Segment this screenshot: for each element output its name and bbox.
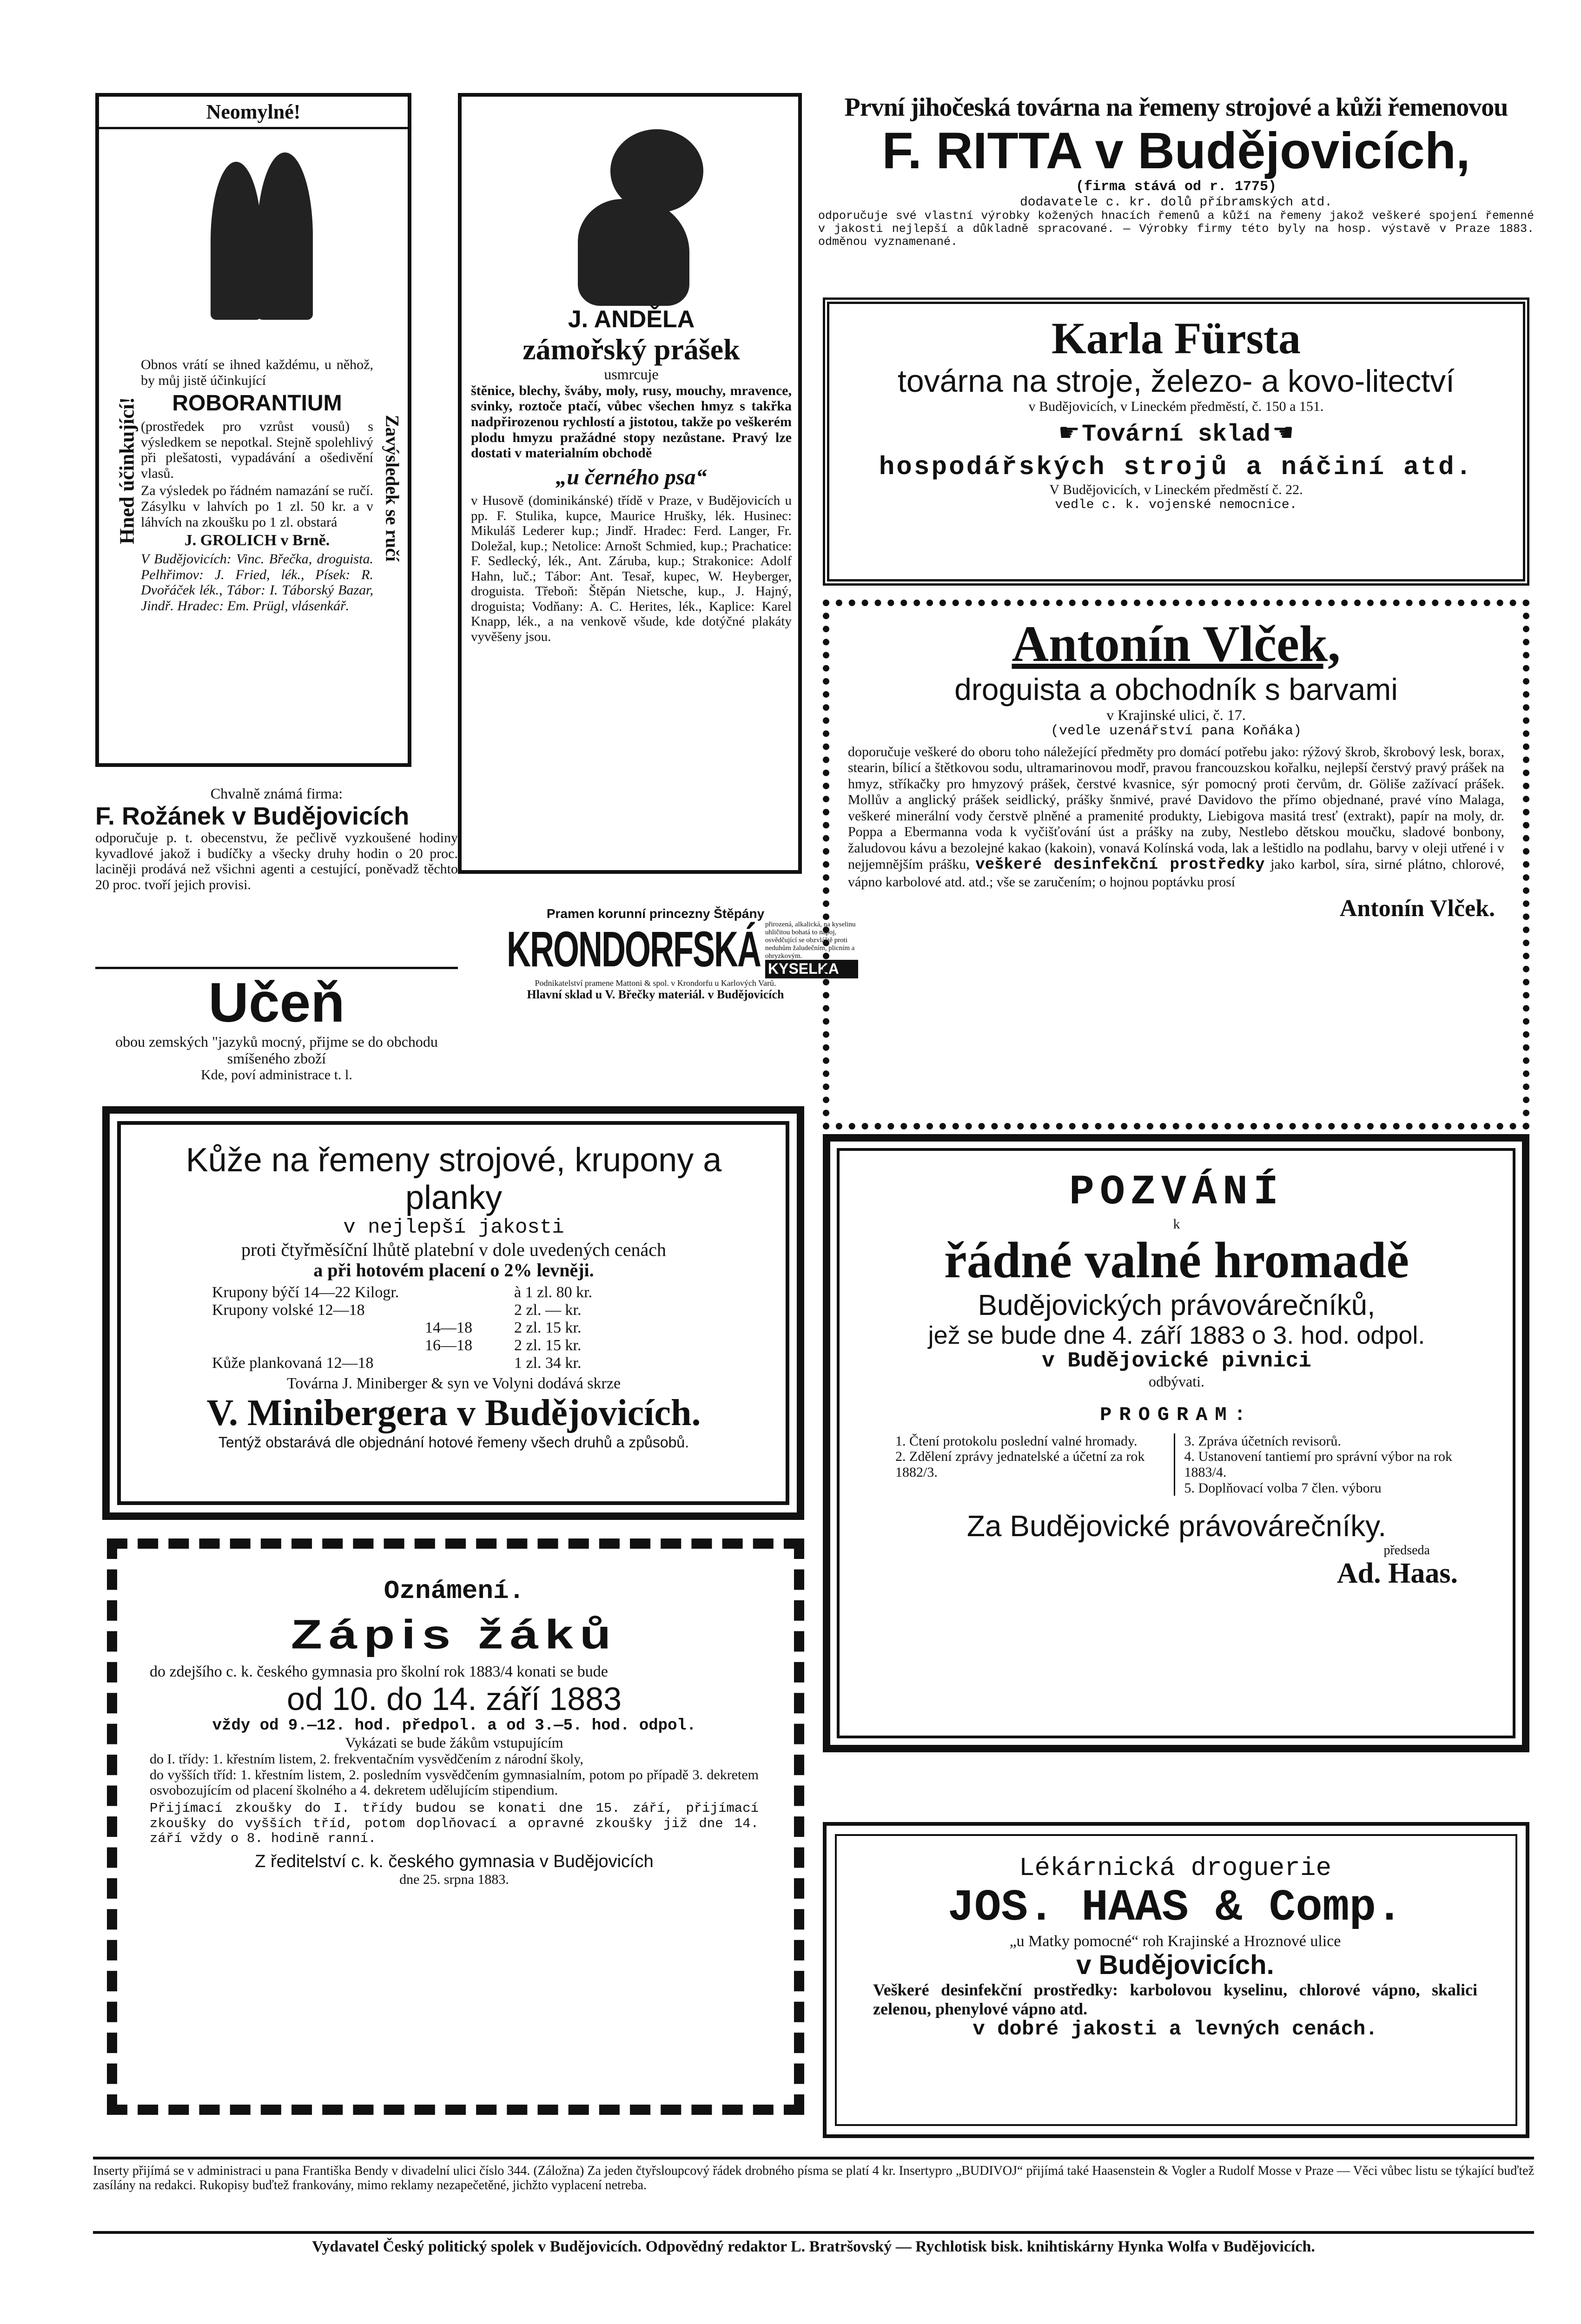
program-item: 3. Zpráva účetních revisorů.: [1184, 1433, 1341, 1449]
price-row: [138, 1319, 770, 1337]
ucen-text: obou zemských "jazyků mocný, přijme se do obchodu smíšeného zboží: [115, 1033, 438, 1067]
andela-title: zámořský prášek: [523, 333, 740, 366]
divider: [95, 967, 458, 969]
haas-addr: „u Matky pomocné“ roh Krajinské a Hroznové ulice: [1009, 1933, 1341, 1950]
program-title: PROGRAM:: [1100, 1403, 1253, 1426]
inserts-text: Inserty přijímá se v administraci u pana Františka Bendy v divadelní ulici číslo 344. (Záložna) Za jeden čtyřsloupcový řádek drobného písma se platí 4 kr. Insertypro „BUDIVOJ“ přijímá také Haasenstein & Vogler a Rudolf Mosse v Praze — Věci vůbec listu se týkající buďtež zasílány na redakci. Rukopisy buďtež frankovány, mimo reklamy nezapečetěné, jichžto vyplacení netreba.: [93, 2164, 1534, 2193]
zapis-text-1: do zdejšího c. k. českého gymnasia pro školní rok 1883/4 konati se bude: [150, 1663, 608, 1680]
miniberger-sub: v nejlepší jakosti: [343, 1216, 564, 1240]
ad-furst: [823, 297, 1529, 586]
ucen-where: Kde, poví administrace t. l.: [201, 1067, 352, 1083]
zapis-title: Zápis žáků: [291, 1611, 618, 1657]
program-item: 1. Čtení protokolu poslední valné hromady.: [895, 1433, 1138, 1449]
ad-zapis: [107, 1538, 804, 2115]
krondorf-top: Pramen korunní princezny Štěpány: [546, 906, 765, 921]
program-item: 5. Doplňovací volba 7 člen. výboru: [1184, 1480, 1382, 1496]
roborantium-text-1: Obnos vrátí se ihned každému, u něhož, by můj jistě účinkující: [141, 357, 373, 388]
ritta-text: odporučuje své vlastní výrobky kožených hnacích řemenů a kůží na řemeny jakož veškeré spojení řemenné v jakosti nejlepší a důkladně spracované. — Výrobky firmy této byly na hosp. výstavě v Praze 1883. odměnou vyznamenané.: [818, 209, 1534, 249]
program-item: 4. Ustanovení tantiemí pro správní výbor na rok 1883/4.: [1184, 1449, 1453, 1480]
andela-text-2: v Husově (dominikánské) třídě v Praze, v Budějovicích u pp. F. Stulika, kupce, Maurice Hrušky, lék. Husinec: Mikuláš Lederer kup.; Jindř. Hradec: Ferd. Langer, Fr. Doležal, kup.; Netolice: Arnošt Schmied, kup.; Prachatice: F. Sedlecký, lék., Ant. Záruba, kup.; Strakonice: Adolf Hahn, luč.; Tábor: Ant. Tesař, kupec, W. Heyberger, droguista. Třeboň: Štěpán Nietsche, kup., J. Hajný, droguista; Vodňany: A. C. Herites, lék., Kaplice: Karel Knapp, lék., a na venkově všude, kde dotýčné plakáty vyvěšeny jsou.: [471, 493, 792, 644]
price-value: 2 zl. — kr.: [514, 1301, 582, 1319]
animal-illustration: [559, 129, 708, 306]
ritta-name: F. RITTA v Budějovicích,: [882, 122, 1470, 179]
vlcek-trade: droguista a obchodník s barvami: [954, 672, 1398, 707]
roborantium-product: ROBORANTIUM: [172, 391, 342, 416]
vlcek-sign: Antonín Vlček.: [1339, 895, 1495, 922]
ad-ritta: [818, 93, 1534, 288]
zapis-notice: Oznámení.: [384, 1576, 525, 1606]
pozvani-closing: Za Budějovické právovárečníky.: [966, 1509, 1387, 1543]
ritta-founded: (firma stává od r. 1775): [1075, 178, 1277, 195]
ritta-top: První jihočeská továrna na řemeny strojové a kůži řemenovou: [844, 93, 1508, 122]
haas-name: JOS. HAAS & Comp.: [947, 1882, 1403, 1933]
haas-text: Veškeré desinfekční prostředky: karbolovou kyselinu, chlorové vápno, skalici zelenou, phenylové vápno atd.: [873, 1981, 1477, 2018]
ad-roborantium: [95, 93, 411, 767]
andela-name: J. ANDĚLA: [568, 306, 695, 333]
price-row: [138, 1284, 770, 1301]
furst-depot: Tovární sklad: [1082, 421, 1270, 449]
zapis-date: dne 25. srpna 1883.: [399, 1872, 509, 1888]
miniberger-name: V. Minibergera v Budějovicích.: [206, 1393, 701, 1434]
price-row: [138, 1301, 770, 1319]
zapis-text-5: Přijímací zkoušky do I. třídy budou se konati dne 15. září, přijímací zkoušky do vyšších tříd, potom doplňovací a opravné zkoušky již dne 14. září vždy o 8. hodině ranní.: [150, 1801, 759, 1846]
price-value: 2 zl. 15 kr.: [514, 1337, 582, 1354]
miniberger-cash: a při hotovém placení o 2% levněji.: [313, 1260, 594, 1281]
ad-andela: [458, 93, 802, 874]
vlcek-text-end: jako karbol, síra, sirné plátno, chlorové, vápno karbolové atd. atd.; vše se zaručením; o hojnou poptávku prosí: [848, 857, 1504, 890]
roborantium-text-2: (prostředek pro vzrůst vousů) s výsledkem se nepotkal. Stejně spolehlivý při plešatosti, vypadávání a ošedivění vlasů.: [141, 418, 373, 481]
zapis-hours: vždy od 9.—12. hod. předpol. a od 3.—5. hod. odpol.: [212, 1717, 696, 1735]
pozvani-role: předseda: [1383, 1543, 1430, 1558]
vlcek-name: Antonín Vlček,: [1012, 615, 1341, 672]
vlcek-text: doporučuje veškeré do oboru toho náležející předměty pro domácí potřebu jako: rýžový škrob, škrobový lesk, borax, stearin, bílicí a štětkovou sodu, ultramarinovou modř, pravou francouzskou kořalku, nejlepší čerstvý pravý prášek na hmyz, stříkačky pro hmyzový prášek, čerstvé kvasnice, sýr pomocný proti červům, dr. Göliše zažívací prášek. Mollův a anglický prášek seidlický, prášky šnmivé, pravé Davidovo the přímo objednané, pravé víno Malaga, veškeré minerální vody čerstvě plněné a pramenité produkty, Liebigova masitá tresť (extrakt), papír na moly, dr. Poppa a Ebermanna voda k vyčišťování úst a prášky na zuby, Nestlebo dětskou moučku, sladové bonbony, žaludovou kávu a bezolejné kakao (kakoin), vonavá Kolínská voda, lak a leštidlo na podlahu, barvy v oleji utřené i v nejjemnějším prášku,: [848, 744, 1504, 872]
haas-quality: v dobré jakosti a levných cenách.: [972, 2017, 1378, 2041]
price-label: Kůže plankovaná 12—18: [212, 1354, 374, 1372]
couple-illustration: [206, 152, 318, 324]
ad-vlcek: [823, 600, 1529, 1129]
zapis-from: Z ředitelství c. k. českého gymnasia v Budějovicích: [255, 1852, 654, 1872]
price-label: Krupony volské 12—18: [212, 1301, 365, 1319]
ritta-supplier: dodavatele c. kr. dolů příbramských atd.: [1019, 195, 1333, 210]
pozvani-when: jež se bude dne 4. září 1883 o 3. hod. odpol.: [928, 1321, 1425, 1350]
price-row: [138, 1337, 770, 1354]
furst-addr-1: v Budějovicích, v Lineckém předměstí, č. 150 a 151.: [1028, 398, 1324, 414]
pozvani-title: POZVÁNÍ: [1069, 1169, 1284, 1216]
program-item: 2. Zdělení zprávy jednatelské a účetní za rok 1882/3.: [895, 1449, 1145, 1480]
ad-miniberger: [102, 1106, 804, 1520]
pointing-hand-right-icon: ☚: [1272, 420, 1294, 447]
pozvani-held: odbývati.: [1149, 1373, 1204, 1390]
zapis-text-4: do vyšších tříd: 1. křestním listem, 2. posledním vysvědčením gymnasialním, potom po případě 3. dekretem osvobozujícím od placení školného a 4. dekretem udělujícím stipendium.: [150, 1767, 759, 1798]
haas-header: Lékárnická droguerie: [1019, 1853, 1332, 1883]
side-text-right: Zavýsledek se ručí: [382, 415, 403, 562]
furst-line-1: továrna na stroje, železo- a kovo-litectví: [897, 363, 1455, 399]
vlcek-addr-2: (vedle uzenářství pana Koňáka): [1050, 723, 1302, 739]
miniberger-title: Kůže na řemeny strojové, krupony a planky: [185, 1142, 722, 1216]
pozvani-chair: Ad. Haas.: [1336, 1558, 1458, 1590]
pozvani-k: k: [1173, 1216, 1180, 1232]
miniberger-price-list: [138, 1284, 770, 1372]
price-label: 16—18: [425, 1337, 472, 1354]
ad-krondorf: [507, 906, 856, 1064]
price-row: [138, 1354, 770, 1372]
miniberger-also: Tentýž obstarává dle objednání hotové řemeny všech druhů a způsobů.: [218, 1433, 689, 1451]
miniberger-text: proti čtyřměsíční lhůtě platební v dole uvedených cenách: [241, 1239, 667, 1260]
vlcek-addr: v Krajinské ulici, č. 17.: [1106, 706, 1246, 724]
rozanek-intro: Chvalně známá firma:: [210, 785, 343, 802]
ad-ucen: [95, 971, 458, 1088]
ad-pozvani: [823, 1134, 1529, 1752]
ad-haas: [823, 1822, 1529, 2138]
footer-inserts: [93, 2164, 1534, 2229]
rozanek-text: odporučuje p. t. obecenstvu, že pečlivě vyzkoušené hodiny kyvadlové jakož i budíčky a všecky druhy hodin o 20 proc. laciněji prodává než všichni agenti a cestující, poněvadž těchto 20 proc. tvoří jejich provisi.: [95, 830, 458, 893]
andela-shop: „u černého psa“: [556, 464, 707, 489]
pozvani-where: v Budějovické pivnici: [1042, 1349, 1311, 1373]
footer-divider: [93, 2231, 1534, 2234]
andela-text-1: štěnice, blechy, šváby, moly, rusy, mouchy, mravence, svinky, roztoče ptačí, vůbec všechen hmyz s takřka nadpřirozenou rychlostí a jistotou, takže po veškerém plodu hmyzu pražádné stopy nezůstane. Pravý lze dostati v materialním obchodě: [471, 383, 792, 461]
side-text-left: Hned účinkující!: [115, 397, 139, 544]
krondorf-depot: Hlavní sklad u V. Břečky materiál. v Budějovicích: [527, 988, 784, 1002]
publisher-text: Vydavatel Český politický spolek v Budějovicích. Odpovědný redaktor L. Bratršovský — Rychlotisk bisk. knihtiskárny Hynka Wolfa v Budějovicích.: [312, 2238, 1315, 2255]
rozanek-name: F. Rožánek v Budějovicích: [95, 802, 410, 830]
vlcek-text-bold: veškeré desinfekční prostředky: [975, 856, 1265, 874]
roborantium-dealers: V Budějovicích: Vinc. Břečka, droguista. Pelhřimov: J. Fried, lék., Písek: R. Dvořáček lék., Tábor: I. Táborský Bazar, Jindř. Hradec: Em. Prügl, vlásenkář.: [141, 551, 373, 614]
price-value: à 1 zl. 80 kr.: [514, 1284, 593, 1301]
zapis-dates: od 10. do 14. září 1883: [287, 1680, 622, 1717]
andela-sub: usmrcuje: [604, 365, 659, 383]
krondorf-small: přirozená, alkalická, na kyselinu uhličitou bohatá to nápoj, osvědčující se obzvláště proti neduhům žaludečním, plicním a ohryzkovým.: [765, 921, 856, 960]
furst-addr-3: vedle c. k. vojenské nemocnice.: [1055, 497, 1297, 512]
price-label: Krupony býčí 14—22 Kilogr.: [212, 1284, 399, 1301]
pozvani-org: Budějovických právovárečníků,: [978, 1289, 1376, 1321]
roborantium-seller: J. GROLICH v Brně.: [184, 532, 330, 549]
krondorf-brand-2: KYSELKA: [765, 960, 858, 978]
pointing-hand-left-icon: ☛: [1058, 420, 1080, 447]
zapis-text-2: Vykázati se bude žákům vstupujícím: [345, 1734, 563, 1751]
haas-city: v Budějovicích.: [1076, 1950, 1274, 1981]
footer-divider: [93, 2157, 1534, 2159]
furst-addr-2: V Budějovicích, v Lineckém předměstí č. 22.: [1049, 482, 1303, 497]
footer-publisher: [93, 2238, 1534, 2271]
ucen-title: Učeň: [208, 971, 345, 1034]
price-value: 1 zl. 34 kr.: [514, 1354, 582, 1372]
furst-name: Karla Fürsta: [1052, 313, 1301, 363]
pozvani-meeting: řádné valné hromadě: [944, 1232, 1409, 1289]
ad-roborantium-header: Neomylné!: [99, 97, 408, 129]
roborantium-text-3: Za výsledek po řádném namazání se ručí. Zásylku v lahvích po 1 zl. 50 kr. a v láhvích na zkoušku po 1 zl. obstará: [141, 483, 373, 530]
miniberger-firm: Továrna J. Miniberger & syn ve Volyni dodává skrze: [286, 1375, 621, 1393]
krondorf-brand: KRONDORFSKÁ: [507, 921, 761, 977]
price-value: 2 zl. 15 kr.: [514, 1319, 582, 1337]
zapis-text-3: do I. třídy: 1. křestním listem, 2. frekventačním vysvědčením z národní školy,: [150, 1751, 583, 1767]
furst-line-2: hospodářských strojů a náčiní atd.: [879, 452, 1474, 482]
krondorf-owner: Podnikatelství pramene Mattoni & spol. v Krondorfu u Karlových Varů.: [535, 978, 776, 988]
ad-rozanek: [95, 786, 458, 962]
price-label: 14—18: [425, 1319, 472, 1337]
